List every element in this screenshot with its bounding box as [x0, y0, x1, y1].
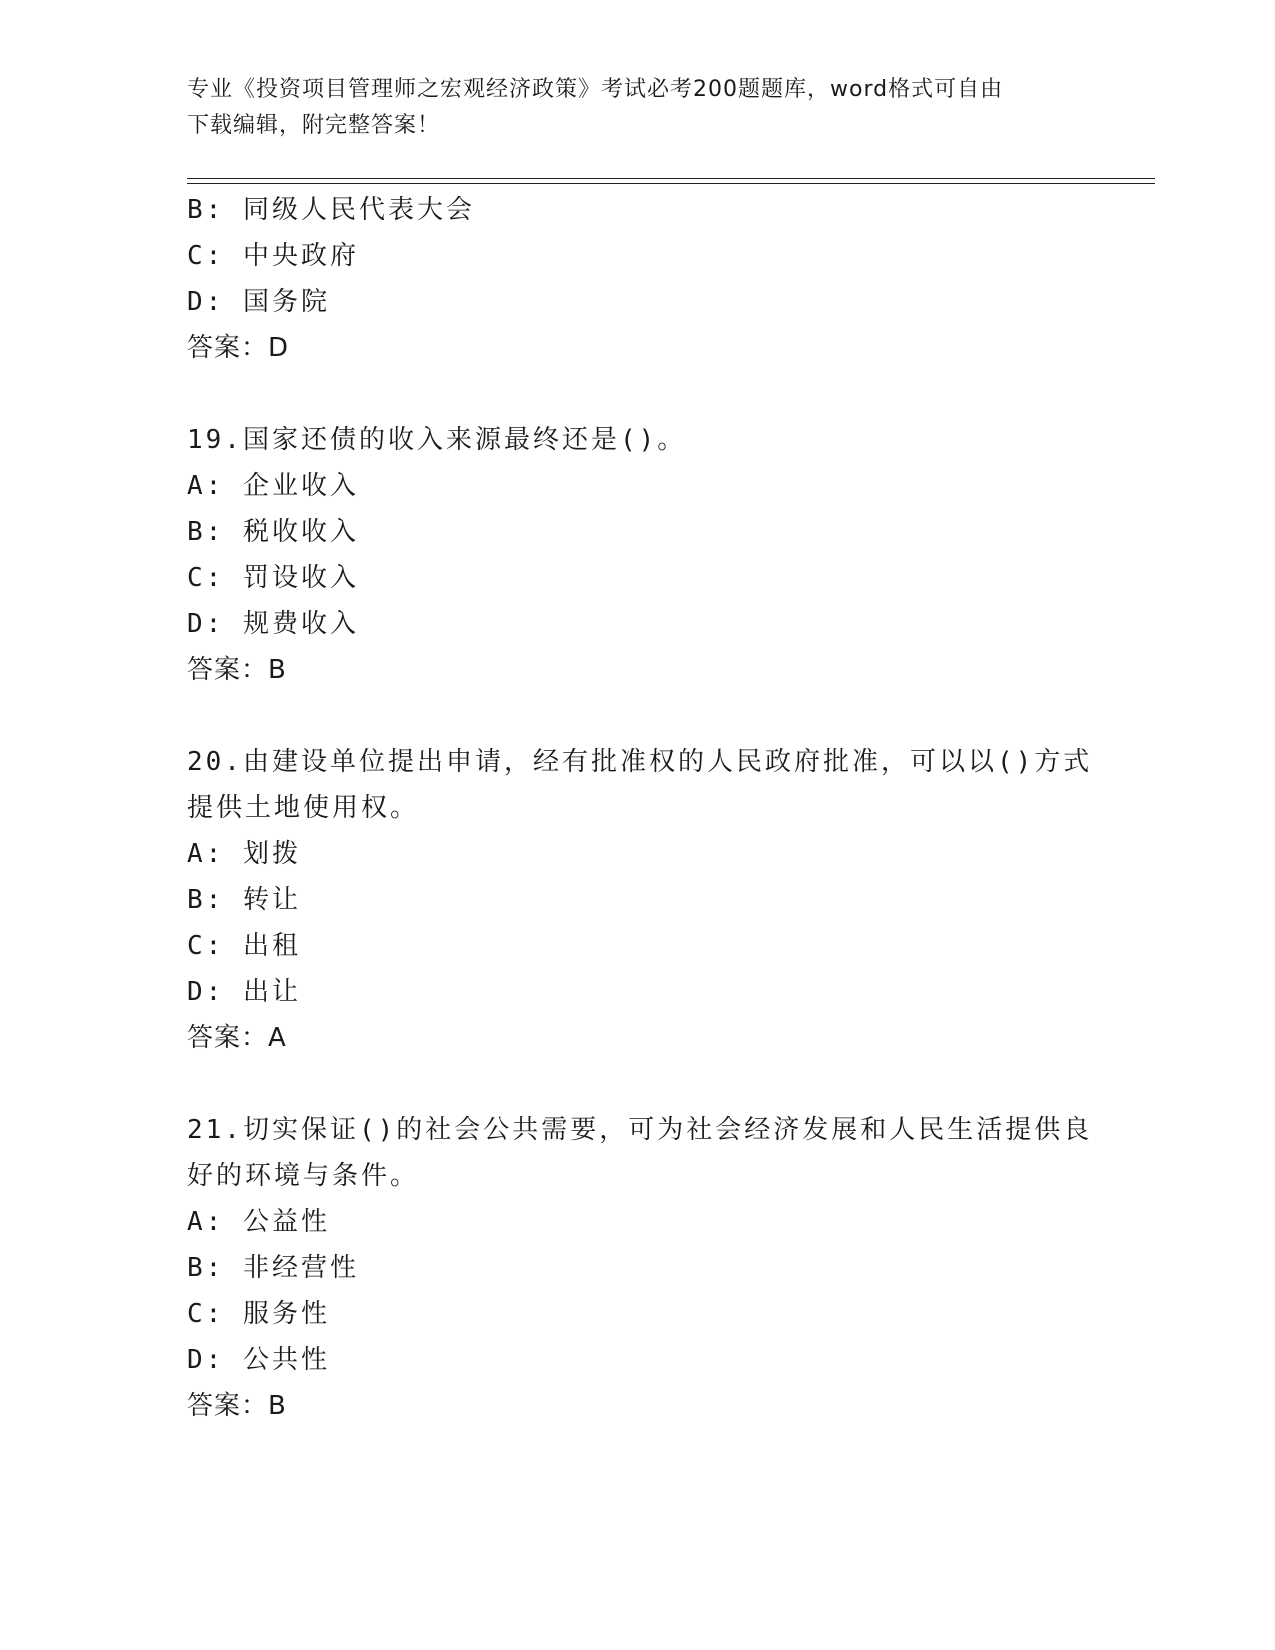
- header-divider-top: [187, 178, 1155, 179]
- question-block: [187, 417, 1087, 693]
- header-line-1: 专业《投资项目管理师之宏观经济政策》考试必考200题题库，word格式可自由: [187, 77, 1004, 102]
- answer-line: 答案：A: [187, 1023, 287, 1053]
- question-text: 21.切实保证()的社会公共需要，可为社会经济发展和人民生活提供良: [187, 1115, 1093, 1145]
- option-b: B: 非经营性: [187, 1253, 359, 1283]
- answer-line: 答案：B: [187, 655, 287, 685]
- question-block: [187, 187, 1087, 371]
- question-text-continued: 好的环境与条件。: [187, 1161, 420, 1191]
- option-d: D: 公共性: [187, 1345, 330, 1375]
- question-list: [187, 187, 1093, 1429]
- header-line-2: 下载编辑，附完整答案！: [187, 113, 441, 138]
- option-d: D: 规费收入: [187, 609, 359, 639]
- answer-line: 答案：B: [187, 1391, 287, 1421]
- document-header: [187, 72, 1087, 144]
- option-c: C: 服务性: [187, 1299, 330, 1329]
- option-c: C: 出租: [187, 931, 301, 961]
- spacer: [187, 693, 1087, 739]
- option-a: A: 划拨: [187, 839, 301, 869]
- question-text: 20.由建设单位提出申请，经有批准权的人民政府批准，可以以()方式: [187, 747, 1093, 777]
- option-d: D: 国务院: [187, 287, 330, 317]
- spacer: [187, 371, 1087, 417]
- option-d: D: 出让: [187, 977, 301, 1007]
- option-c: C: 罚设收入: [187, 563, 359, 593]
- question-text-continued: 提供土地使用权。: [187, 793, 420, 823]
- question-block: [187, 739, 1093, 1061]
- spacer: [187, 1061, 1087, 1107]
- question-block: [187, 1107, 1093, 1429]
- header-divider-bottom: [187, 183, 1155, 184]
- question-text: 19.国家还债的收入来源最终还是()。: [187, 425, 687, 455]
- option-b: B: 同级人民代表大会: [187, 195, 475, 225]
- option-b: B: 税收收入: [187, 517, 359, 547]
- option-a: A: 企业收入: [187, 471, 359, 501]
- option-a: A: 公益性: [187, 1207, 330, 1237]
- answer-line: 答案：D: [187, 333, 290, 363]
- option-b: B: 转让: [187, 885, 301, 915]
- option-c: C: 中央政府: [187, 241, 359, 271]
